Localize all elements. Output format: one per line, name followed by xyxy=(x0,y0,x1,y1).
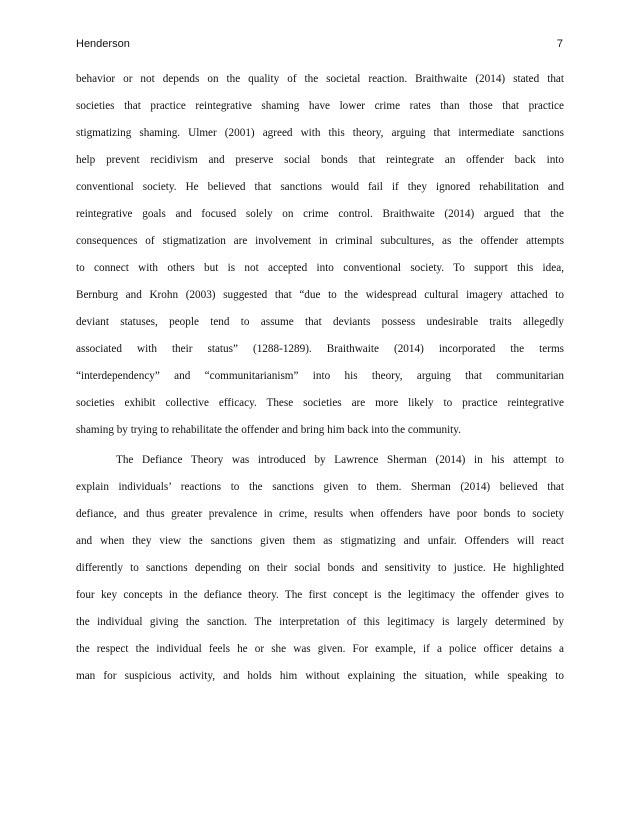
text-line: “interdependency” and “communitarianism” into his theory, arguing that communitarian xyxy=(76,370,564,382)
text-line: explain individuals’ reactions to the sanctions given to them. Sherman (2014) believed that xyxy=(76,481,564,493)
text-line: associated with their status” (1288-1289). Braithwaite (2014) incorporated the terms xyxy=(76,343,564,355)
body-text xyxy=(76,66,564,690)
text-line: behavior or not depends on the quality of the societal reaction. Braithwaite (2014) stated that xyxy=(76,73,564,85)
paragraph-2 xyxy=(76,447,564,690)
text-line: consequences of stigmatization are involvement in criminal subcultures, as the offender attempts xyxy=(76,235,564,247)
page-header xyxy=(76,38,563,54)
header-author: Henderson xyxy=(76,38,130,50)
text-line: differently to sanctions depending on their social bonds and sensitivity to justice. He highlighted xyxy=(76,562,564,574)
header-page-number: 7 xyxy=(556,38,563,50)
text-line: The Defiance Theory was introduced by Lawrence Sherman (2014) in his attempt to xyxy=(116,454,564,466)
text-line: deviant statuses, people tend to assume that deviants possess undesirable traits allegedly xyxy=(76,316,564,328)
text-line: shaming by trying to rehabilitate the offender and bring him back into the community. xyxy=(76,424,461,436)
text-line: reintegrative goals and focused solely on crime control. Braithwaite (2014) argued that the xyxy=(76,208,564,220)
text-line: conventional society. He believed that sanctions would fail if they ignored rehabilitation and xyxy=(76,181,564,193)
text-line: the respect the individual feels he or she was given. For example, if a police officer detains a xyxy=(76,643,564,655)
paragraph-1 xyxy=(76,66,564,444)
text-line: societies that practice reintegrative shaming have lower crime rates than those that practice xyxy=(76,100,564,112)
text-line: man for suspicious activity, and holds him without explaining the situation, while speaking to xyxy=(76,670,564,682)
text-line: four key concepts in the defiance theory. The first concept is the legitimacy the offender gives to xyxy=(76,589,564,601)
text-line: the individual giving the sanction. The interpretation of this legitimacy is largely determined by xyxy=(76,616,564,628)
text-line: help prevent recidivism and preserve social bonds that reintegrate an offender back into xyxy=(76,154,564,166)
text-line: and when they view the sanctions given them as stigmatizing and unfair. Offenders will react xyxy=(76,535,564,547)
text-line: stigmatizing shaming. Ulmer (2001) agreed with this theory, arguing that intermediate sanctions xyxy=(76,127,564,139)
text-line: Bernburg and Krohn (2003) suggested that “due to the widespread cultural imagery attached to xyxy=(76,289,564,301)
text-line: defiance, and thus greater prevalence in crime, results when offenders have poor bonds to society xyxy=(76,508,564,520)
text-line: to connect with others but is not accepted into conventional society. To support this idea, xyxy=(76,262,564,274)
text-line: societies exhibit collective efficacy. These societies are more likely to practice reintegrative xyxy=(76,397,564,409)
